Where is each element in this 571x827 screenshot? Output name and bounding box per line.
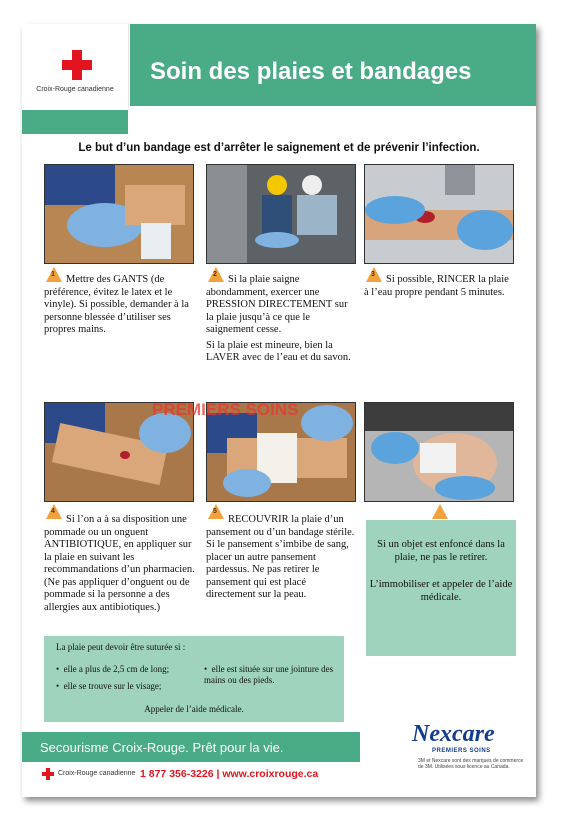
footer-org-label: Croix-Rouge canadienne [58,770,136,777]
photo-embedded-object [364,402,514,502]
suture-item-2: • elle se trouve sur le visage; [56,681,162,691]
step-2-text [206,274,356,368]
step-2-paragraph-2: Si la plaie est mineure, bien la LAVER avec de l’eau et du savon. [206,339,351,363]
step-1-text: Mettre des GANTS (de préférence, évitez le latex et le vinyle). Si possible, demander à la personne blessée d’utiliser ses propres mains. [44,274,189,335]
nexcare-tagline: PREMIERS SOINS [432,748,491,754]
suture-item-3: • elle est située sur une jointure des mains ou des pieds. [204,664,334,685]
suture-info [44,636,344,722]
step-badge-1: 1 [46,267,62,282]
suture-item-1: • elle a plus de 2,5 cm de long; [56,664,170,674]
footer-slogan: Secourisme Croix-Rouge. Prêt pour la vie. [40,740,284,755]
step-badge-3: 3 [366,267,382,282]
decorative-block [22,110,128,134]
poster [22,24,536,797]
step-2-paragraph-1: Si la plaie saigne abondamment, exercer une PRESSION DIRECTEMENT sur la plaie jusqu’à ce que le saignement cesse. [206,274,348,335]
photo-rinse [364,164,514,264]
photo-pressure [206,164,356,264]
note-badge [432,504,448,519]
trademark-fineprint: 3M et Nexcare sont des marques de commerce de 3M. Utilisées sous licence au Canada. [418,758,524,770]
suture-footer: Appeler de l’aide médicale. [144,704,244,714]
watermark: PREMIERS SOINS [152,400,299,419]
footer-org [42,768,135,780]
step-badge-4: 4 [46,504,62,519]
step-4-text: Si l’on a à sa disposition une pommade ou un onguent ANTIBIOTIQUE, en appliquer sur la plaie en suivant les recommandations d’un pharmacien. (Ne pas appliquer d’onguent ou de pommade si la personne a des allergies aux antibiotiques.) [44,514,195,613]
subtitle: Le but d’un bandage est d’arrêter le saignement et de prévenir l’infection. [78,142,480,154]
footer-contact[interactable]: 1 877 356-3226 | www.croixrouge.ca [140,768,319,780]
footer-bar [22,732,360,762]
red-cross-icon [62,50,92,80]
step-3-text: Si possible, RINCER la plaie à l’eau propre pendant 5 minutes. [364,274,509,298]
note-line-1: Si un objet est enfoncé dans la plaie, ne pas le retirer. [377,539,505,563]
photo-gloves [44,164,194,264]
note-line-2: L’immobiliser et appeler de l’aide médicale. [369,579,513,603]
title-bar [130,24,536,106]
logo-label: Croix-Rouge canadienne [36,86,114,93]
suture-heading: La plaie peut devoir être suturée si : [56,642,186,652]
step-badge-5: 5 [208,504,224,519]
nexcare-logo: Nexcare [412,721,495,747]
red-cross-logo [22,24,129,106]
page-title: Soin des plaies et bandages [150,58,472,85]
step-badge-2: 2 [208,267,224,282]
embedded-object-note [366,520,516,656]
red-cross-small-icon [42,768,54,780]
step-5-text: RECOUVRIR la plaie d’un pansement ou d’un bandage stérile. Si le pansement s’imbibe de sang, placer un autre pansement pardessus. Ne pas retirer le pansement qui est placé directement sur la peau. [206,514,355,600]
